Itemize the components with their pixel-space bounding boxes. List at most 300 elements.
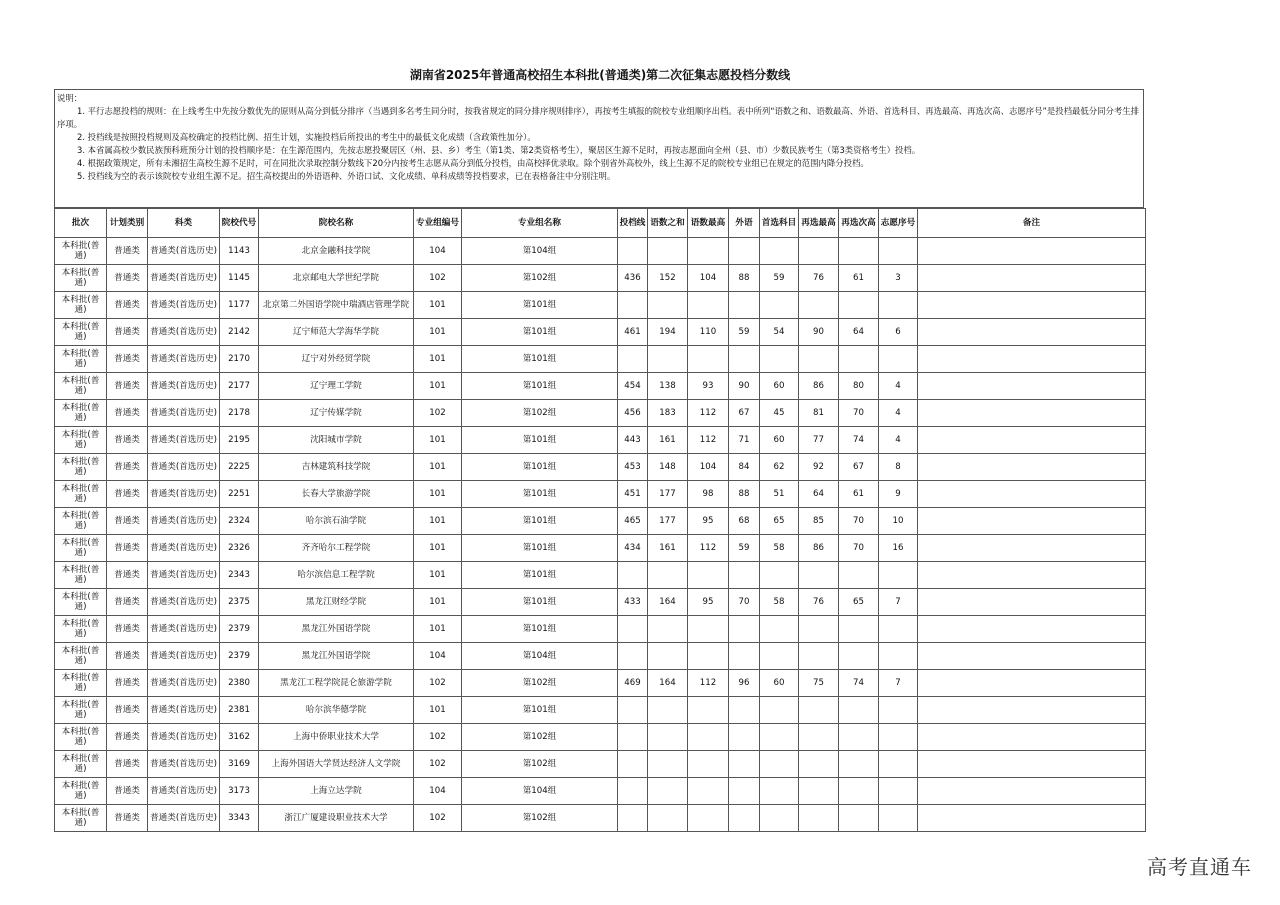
- cell-preference-order: [879, 292, 918, 319]
- cell-elective-highest: [799, 643, 839, 670]
- cell-subject-category: 普通类(首选历史): [148, 589, 220, 616]
- cell-preference-order: [879, 751, 918, 778]
- cell-batch: 本科批(普通): [55, 265, 107, 292]
- table-row: [55, 535, 1146, 562]
- header-group-code: 专业组编号: [414, 209, 462, 238]
- cell-elective-second: [839, 238, 879, 265]
- table-row: [55, 805, 1146, 832]
- cell-cutoff-score: 434: [618, 535, 648, 562]
- cell-cutoff-score: 433: [618, 589, 648, 616]
- cell-chinese-math-sum: [648, 778, 688, 805]
- cell-foreign-language: [729, 643, 760, 670]
- cell-chinese-math-sum: [648, 346, 688, 373]
- cell-plan-type: 普通类: [107, 670, 148, 697]
- cell-first-subject: [760, 805, 799, 832]
- cell-plan-type: 普通类: [107, 589, 148, 616]
- cell-preference-order: 16: [879, 535, 918, 562]
- cell-chinese-math-max: [688, 346, 729, 373]
- cell-plan-type: 普通类: [107, 508, 148, 535]
- cell-plan-type: 普通类: [107, 778, 148, 805]
- cell-remarks: [918, 400, 1146, 427]
- cell-plan-type: 普通类: [107, 373, 148, 400]
- table-row: [55, 697, 1146, 724]
- cell-elective-highest: [799, 562, 839, 589]
- table-row: [55, 508, 1146, 535]
- cell-remarks: [918, 616, 1146, 643]
- cell-preference-order: [879, 643, 918, 670]
- cell-chinese-math-sum: [648, 616, 688, 643]
- cell-group-name: 第101组: [462, 319, 618, 346]
- cell-chinese-math-max: 95: [688, 589, 729, 616]
- cell-elective-second: [839, 751, 879, 778]
- note-item-1: 1. 平行志愿投档的规则：在上线考生中先按分数优先的原则从高分到低分排序（当遇到多名考生同分时，按我省规定的同分排序规则排序），再按考生填报的院校专业组顺序出档。表中所列“语数之和、语数最高、外语、首选科目、再选最高、再选次高、志愿序号”是投档最低分同分考生排序项。: [57, 106, 1140, 129]
- cell-plan-type: 普通类: [107, 535, 148, 562]
- cell-elective-highest: [799, 751, 839, 778]
- cell-cutoff-score: 436: [618, 265, 648, 292]
- cell-foreign-language: [729, 697, 760, 724]
- cell-first-subject: 65: [760, 508, 799, 535]
- cell-first-subject: 45: [760, 400, 799, 427]
- cell-elective-highest: [799, 697, 839, 724]
- cell-remarks: [918, 481, 1146, 508]
- cell-group-code: 101: [414, 427, 462, 454]
- cell-foreign-language: 70: [729, 589, 760, 616]
- cell-foreign-language: [729, 724, 760, 751]
- cell-batch: 本科批(普通): [55, 400, 107, 427]
- cell-chinese-math-max: 93: [688, 373, 729, 400]
- cell-cutoff-score: [618, 562, 648, 589]
- cell-subject-category: 普通类(首选历史): [148, 643, 220, 670]
- cell-elective-second: 70: [839, 400, 879, 427]
- cell-cutoff-score: [618, 238, 648, 265]
- table-row: [55, 238, 1146, 265]
- cell-elective-second: [839, 292, 879, 319]
- cell-batch: 本科批(普通): [55, 508, 107, 535]
- table-body: [55, 238, 1146, 832]
- header-plan-type: 计划类别: [107, 209, 148, 238]
- cell-school-code: 2177: [220, 373, 259, 400]
- cell-chinese-math-sum: [648, 643, 688, 670]
- cell-group-name: 第101组: [462, 292, 618, 319]
- cell-elective-second: [839, 724, 879, 751]
- cell-cutoff-score: 456: [618, 400, 648, 427]
- note-item-5: 5. 投档线为空的表示该院校专业组生源不足。招生高校提出的外语语种、外语口试、文化成绩、单科成绩等投档要求，已在表格备注中分别注明。: [77, 171, 616, 181]
- cell-group-name: 第102组: [462, 670, 618, 697]
- cell-cutoff-score: [618, 724, 648, 751]
- cell-school-name: 上海外国语大学贤达经济人文学院: [259, 751, 414, 778]
- table-row: [55, 427, 1146, 454]
- cell-foreign-language: 96: [729, 670, 760, 697]
- table-row: [55, 778, 1146, 805]
- cell-elective-highest: [799, 346, 839, 373]
- cell-chinese-math-sum: 152: [648, 265, 688, 292]
- cell-elective-second: 67: [839, 454, 879, 481]
- cell-elective-second: 61: [839, 265, 879, 292]
- cell-chinese-math-max: 95: [688, 508, 729, 535]
- cell-group-code: 102: [414, 400, 462, 427]
- cell-group-name: 第101组: [462, 508, 618, 535]
- cell-school-code: 1145: [220, 265, 259, 292]
- notes-box: [54, 89, 1144, 208]
- cell-group-name: 第101组: [462, 535, 618, 562]
- cell-preference-order: [879, 805, 918, 832]
- cell-subject-category: 普通类(首选历史): [148, 400, 220, 427]
- cell-chinese-math-max: 112: [688, 400, 729, 427]
- cell-remarks: [918, 589, 1146, 616]
- cell-batch: 本科批(普通): [55, 616, 107, 643]
- cell-remarks: [918, 643, 1146, 670]
- cell-remarks: [918, 670, 1146, 697]
- cell-school-name: 黑龙江外国语学院: [259, 616, 414, 643]
- cell-group-name: 第102组: [462, 724, 618, 751]
- cell-remarks: [918, 292, 1146, 319]
- cell-group-name: 第104组: [462, 778, 618, 805]
- table-row: [55, 589, 1146, 616]
- cell-school-name: 黑龙江外国语学院: [259, 643, 414, 670]
- cell-remarks: [918, 427, 1146, 454]
- cell-chinese-math-max: [688, 724, 729, 751]
- cell-batch: 本科批(普通): [55, 454, 107, 481]
- cell-school-code: 2379: [220, 643, 259, 670]
- cell-group-name: 第101组: [462, 373, 618, 400]
- cell-group-code: 101: [414, 589, 462, 616]
- table-row: [55, 751, 1146, 778]
- cell-subject-category: 普通类(首选历史): [148, 778, 220, 805]
- cell-subject-category: 普通类(首选历史): [148, 724, 220, 751]
- cell-chinese-math-max: [688, 643, 729, 670]
- cell-foreign-language: 67: [729, 400, 760, 427]
- cell-elective-second: 61: [839, 481, 879, 508]
- cell-foreign-language: 59: [729, 535, 760, 562]
- note-item-2: 2. 投档线是按照投档规则及高校确定的投档比例、招生计划，实施投档后所投出的考生中的最低文化成绩（含政策性加分）。: [77, 132, 536, 142]
- cell-group-name: 第102组: [462, 805, 618, 832]
- cell-elective-second: 70: [839, 535, 879, 562]
- cell-school-code: 2142: [220, 319, 259, 346]
- cell-elective-highest: [799, 805, 839, 832]
- cell-preference-order: [879, 616, 918, 643]
- cell-cutoff-score: 469: [618, 670, 648, 697]
- cell-cutoff-score: 465: [618, 508, 648, 535]
- cell-school-code: 2324: [220, 508, 259, 535]
- cell-first-subject: [760, 562, 799, 589]
- cell-school-name: 上海中侨职业技术大学: [259, 724, 414, 751]
- cell-school-name: 辽宁理工学院: [259, 373, 414, 400]
- cell-preference-order: 4: [879, 427, 918, 454]
- header-chinese-math-max: 语数最高: [688, 209, 729, 238]
- cell-school-code: 2251: [220, 481, 259, 508]
- table-row: [55, 400, 1146, 427]
- cell-remarks: [918, 751, 1146, 778]
- cell-group-name: 第101组: [462, 589, 618, 616]
- cell-chinese-math-max: 112: [688, 427, 729, 454]
- cell-batch: 本科批(普通): [55, 589, 107, 616]
- cell-preference-order: [879, 238, 918, 265]
- cell-group-name: 第101组: [462, 454, 618, 481]
- cell-elective-highest: 75: [799, 670, 839, 697]
- cell-plan-type: 普通类: [107, 454, 148, 481]
- cell-remarks: [918, 373, 1146, 400]
- cell-plan-type: 普通类: [107, 751, 148, 778]
- cell-first-subject: 58: [760, 589, 799, 616]
- cell-chinese-math-max: 104: [688, 454, 729, 481]
- cell-preference-order: [879, 778, 918, 805]
- cell-school-name: 哈尔滨华德学院: [259, 697, 414, 724]
- cell-group-code: 102: [414, 265, 462, 292]
- cell-cutoff-score: 461: [618, 319, 648, 346]
- cell-school-code: 1177: [220, 292, 259, 319]
- cell-foreign-language: [729, 238, 760, 265]
- cell-batch: 本科批(普通): [55, 670, 107, 697]
- cell-school-name: 吉林建筑科技学院: [259, 454, 414, 481]
- cell-remarks: [918, 265, 1146, 292]
- cell-subject-category: 普通类(首选历史): [148, 427, 220, 454]
- cell-remarks: [918, 508, 1146, 535]
- cell-chinese-math-max: 110: [688, 319, 729, 346]
- cell-cutoff-score: [618, 643, 648, 670]
- cell-elective-second: 74: [839, 427, 879, 454]
- cell-school-code: 2380: [220, 670, 259, 697]
- cell-subject-category: 普通类(首选历史): [148, 616, 220, 643]
- cell-chinese-math-sum: [648, 292, 688, 319]
- cell-chinese-math-sum: [648, 751, 688, 778]
- cell-batch: 本科批(普通): [55, 697, 107, 724]
- cell-subject-category: 普通类(首选历史): [148, 238, 220, 265]
- cell-foreign-language: 88: [729, 481, 760, 508]
- cell-cutoff-score: 451: [618, 481, 648, 508]
- cell-remarks: [918, 778, 1146, 805]
- cell-elective-highest: 90: [799, 319, 839, 346]
- cell-batch: 本科批(普通): [55, 346, 107, 373]
- cell-preference-order: 8: [879, 454, 918, 481]
- cell-preference-order: 10: [879, 508, 918, 535]
- table-row: [55, 454, 1146, 481]
- cell-school-code: 3173: [220, 778, 259, 805]
- cell-chinese-math-sum: 161: [648, 535, 688, 562]
- cell-group-code: 101: [414, 373, 462, 400]
- cell-group-code: 101: [414, 616, 462, 643]
- cell-elective-highest: [799, 778, 839, 805]
- cell-elective-highest: 76: [799, 589, 839, 616]
- cell-plan-type: 普通类: [107, 292, 148, 319]
- cell-chinese-math-sum: [648, 562, 688, 589]
- cell-elective-second: 64: [839, 319, 879, 346]
- cell-subject-category: 普通类(首选历史): [148, 319, 220, 346]
- table-row: [55, 562, 1146, 589]
- cell-group-name: 第101组: [462, 346, 618, 373]
- cell-plan-type: 普通类: [107, 805, 148, 832]
- cell-group-code: 101: [414, 535, 462, 562]
- cell-elective-highest: 76: [799, 265, 839, 292]
- cell-group-name: 第102组: [462, 265, 618, 292]
- cell-school-code: 2343: [220, 562, 259, 589]
- cell-plan-type: 普通类: [107, 400, 148, 427]
- cell-preference-order: 4: [879, 373, 918, 400]
- note-item-4: 4. 根据政策规定，所有未湘招生高校生源不足时，可在同批次录取控制分数线下20分内按考生志愿从高分到低分投档，由高校择优录取。除个别省外高校外，线上生源不足的院校专业组已在规定的范围内降分投档。: [77, 158, 869, 168]
- cell-chinese-math-sum: 183: [648, 400, 688, 427]
- cell-group-code: 101: [414, 319, 462, 346]
- cell-first-subject: 51: [760, 481, 799, 508]
- cell-subject-category: 普通类(首选历史): [148, 535, 220, 562]
- cell-preference-order: 4: [879, 400, 918, 427]
- cell-first-subject: [760, 292, 799, 319]
- cell-elective-second: 80: [839, 373, 879, 400]
- cell-group-code: 102: [414, 670, 462, 697]
- cell-group-code: 101: [414, 346, 462, 373]
- cell-group-code: 101: [414, 562, 462, 589]
- cell-batch: 本科批(普通): [55, 481, 107, 508]
- table-row: [55, 643, 1146, 670]
- table-row: [55, 346, 1146, 373]
- cell-elective-second: [839, 562, 879, 589]
- cell-school-code: 3162: [220, 724, 259, 751]
- cell-school-name: 哈尔滨信息工程学院: [259, 562, 414, 589]
- cell-subject-category: 普通类(首选历史): [148, 508, 220, 535]
- cell-plan-type: 普通类: [107, 616, 148, 643]
- cell-first-subject: [760, 778, 799, 805]
- cell-batch: 本科批(普通): [55, 778, 107, 805]
- cell-first-subject: 62: [760, 454, 799, 481]
- cell-preference-order: [879, 346, 918, 373]
- cell-remarks: [918, 724, 1146, 751]
- cell-school-name: 辽宁师范大学海华学院: [259, 319, 414, 346]
- cell-cutoff-score: [618, 751, 648, 778]
- cell-plan-type: 普通类: [107, 346, 148, 373]
- cell-elective-highest: 81: [799, 400, 839, 427]
- cell-foreign-language: [729, 616, 760, 643]
- table-header-row: [55, 209, 1146, 238]
- cell-group-name: 第101组: [462, 616, 618, 643]
- cell-foreign-language: [729, 562, 760, 589]
- cell-remarks: [918, 346, 1146, 373]
- cell-group-code: 104: [414, 643, 462, 670]
- cell-group-name: 第104组: [462, 238, 618, 265]
- cell-school-name: 长春大学旅游学院: [259, 481, 414, 508]
- cell-group-code: 101: [414, 481, 462, 508]
- cell-school-code: 2379: [220, 616, 259, 643]
- cell-remarks: [918, 535, 1146, 562]
- cell-chinese-math-sum: [648, 724, 688, 751]
- cell-subject-category: 普通类(首选历史): [148, 265, 220, 292]
- cell-group-name: 第101组: [462, 427, 618, 454]
- cell-school-code: 3343: [220, 805, 259, 832]
- cell-chinese-math-max: 112: [688, 670, 729, 697]
- cell-first-subject: 59: [760, 265, 799, 292]
- cell-elective-highest: 92: [799, 454, 839, 481]
- header-elective-highest: 再选最高: [799, 209, 839, 238]
- header-subject-category: 科类: [148, 209, 220, 238]
- cell-cutoff-score: [618, 292, 648, 319]
- cell-remarks: [918, 562, 1146, 589]
- cell-first-subject: 60: [760, 670, 799, 697]
- cell-remarks: [918, 697, 1146, 724]
- cell-foreign-language: 68: [729, 508, 760, 535]
- cell-group-code: 102: [414, 751, 462, 778]
- cell-school-code: 2326: [220, 535, 259, 562]
- cell-group-code: 101: [414, 454, 462, 481]
- cell-plan-type: 普通类: [107, 481, 148, 508]
- cell-first-subject: 60: [760, 427, 799, 454]
- cell-batch: 本科批(普通): [55, 427, 107, 454]
- cell-foreign-language: [729, 292, 760, 319]
- cell-school-name: 沈阳城市学院: [259, 427, 414, 454]
- cell-school-name: 上海立达学院: [259, 778, 414, 805]
- cell-remarks: [918, 454, 1146, 481]
- cell-chinese-math-max: [688, 616, 729, 643]
- cell-school-name: 辽宁对外经贸学院: [259, 346, 414, 373]
- header-school-name: 院校名称: [259, 209, 414, 238]
- cell-chinese-math-max: [688, 292, 729, 319]
- cell-batch: 本科批(普通): [55, 292, 107, 319]
- cell-first-subject: [760, 616, 799, 643]
- cell-elective-highest: [799, 292, 839, 319]
- cell-cutoff-score: [618, 346, 648, 373]
- table-row: [55, 670, 1146, 697]
- cell-chinese-math-max: [688, 805, 729, 832]
- cell-cutoff-score: 454: [618, 373, 648, 400]
- cell-subject-category: 普通类(首选历史): [148, 751, 220, 778]
- cell-chinese-math-sum: [648, 805, 688, 832]
- cell-cutoff-score: 443: [618, 427, 648, 454]
- cell-school-name: 黑龙江财经学院: [259, 589, 414, 616]
- cell-chinese-math-sum: 138: [648, 373, 688, 400]
- table-row: [55, 481, 1146, 508]
- cell-school-name: 北京金融科技学院: [259, 238, 414, 265]
- cell-remarks: [918, 238, 1146, 265]
- table-row: [55, 724, 1146, 751]
- cell-chinese-math-sum: [648, 238, 688, 265]
- cell-elective-highest: [799, 724, 839, 751]
- cell-elective-second: [839, 643, 879, 670]
- cell-elective-second: 74: [839, 670, 879, 697]
- cell-elective-second: [839, 697, 879, 724]
- cell-subject-category: 普通类(首选历史): [148, 697, 220, 724]
- cell-foreign-language: [729, 778, 760, 805]
- cell-elective-highest: 77: [799, 427, 839, 454]
- cell-remarks: [918, 319, 1146, 346]
- cell-subject-category: 普通类(首选历史): [148, 346, 220, 373]
- table-row: [55, 319, 1146, 346]
- note-item-3: 3. 本省属高校少数民族预科班预分计划的投档顺序是：在生源范围内，先按志愿投聚居区（州、县、乡）考生（第1类、第2类资格考生），聚居区生源不足时，再按志愿面向全州（县、市）少数民族考生（第3类资格考生）投档。: [77, 145, 921, 155]
- cell-batch: 本科批(普通): [55, 238, 107, 265]
- cell-batch: 本科批(普通): [55, 373, 107, 400]
- cell-preference-order: 6: [879, 319, 918, 346]
- cell-chinese-math-sum: 164: [648, 589, 688, 616]
- cell-first-subject: [760, 643, 799, 670]
- table-row: [55, 265, 1146, 292]
- cell-preference-order: 7: [879, 589, 918, 616]
- cell-chinese-math-max: [688, 697, 729, 724]
- cell-foreign-language: [729, 346, 760, 373]
- cell-cutoff-score: 453: [618, 454, 648, 481]
- cell-chinese-math-max: [688, 238, 729, 265]
- cell-group-code: 104: [414, 778, 462, 805]
- cell-chinese-math-max: [688, 778, 729, 805]
- cell-elective-highest: 86: [799, 373, 839, 400]
- cell-first-subject: 60: [760, 373, 799, 400]
- cell-first-subject: [760, 697, 799, 724]
- table-row: [55, 292, 1146, 319]
- cell-preference-order: 7: [879, 670, 918, 697]
- header-school-code: 院校代号: [220, 209, 259, 238]
- cell-elective-second: [839, 805, 879, 832]
- cell-plan-type: 普通类: [107, 697, 148, 724]
- page-title: 湖南省2025年普通高校招生本科批(普通类)第二次征集志愿投档分数线: [409, 68, 791, 82]
- cell-cutoff-score: [618, 616, 648, 643]
- cell-preference-order: [879, 562, 918, 589]
- cell-plan-type: 普通类: [107, 319, 148, 346]
- cell-group-name: 第102组: [462, 400, 618, 427]
- cell-batch: 本科批(普通): [55, 535, 107, 562]
